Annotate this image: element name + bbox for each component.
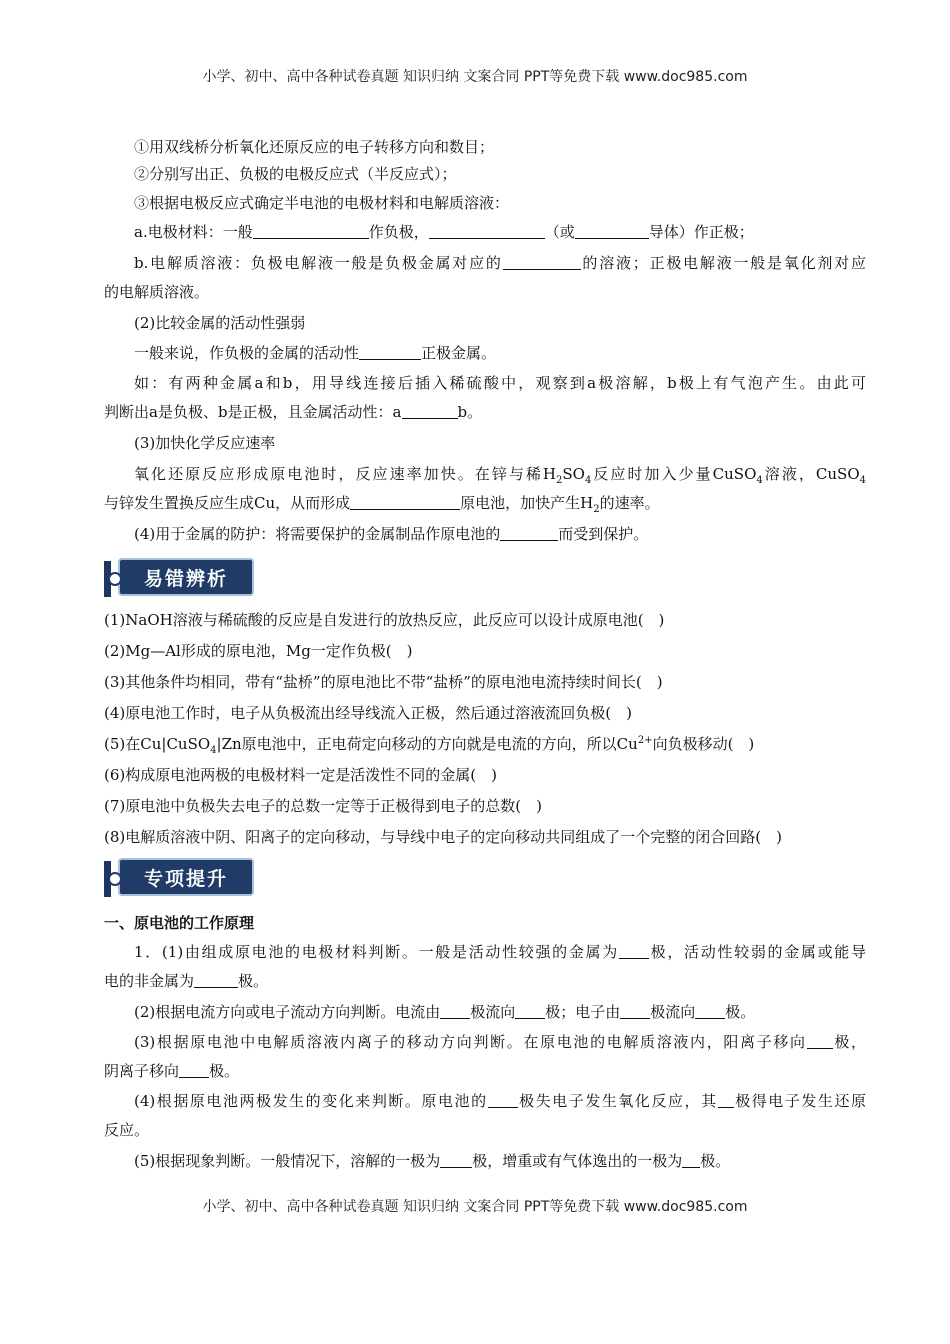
fill-blank[interactable] — [619, 943, 649, 959]
fill-blank[interactable] — [718, 1092, 734, 1108]
error-item-8: (8)电解质溶液中阴、阳离子的定向移动，与导线中电子的定向移动共同组成了一个完整的闭合回路( ) — [104, 828, 782, 846]
fill-blank[interactable] — [440, 1003, 470, 1019]
banner-label: 易错辨析 — [118, 558, 254, 596]
banner-label: 专项提升 — [118, 858, 254, 896]
fill-blank[interactable] — [575, 223, 649, 239]
error-item-5: (5)在Cu|CuSO$_4$|Zn原电池中，正电荷定向移动的方向就是电流的方向，所以$Cu^{2+}$向负极移动( ) — [104, 735, 755, 755]
question-4-line-1: (4)根据原电池两极发生的变化来判断。原电池的 极失电子发生氧化反应，其 极得电子发生还原 — [134, 1092, 866, 1110]
fill-blank[interactable] — [503, 254, 581, 270]
page-footer: 小学、初中、高中各种试卷真题 知识归纳 文案合同 PPT等免费下载 www.doc985.com — [202, 1199, 748, 1215]
fill-blank[interactable] — [440, 1152, 472, 1168]
electrolyte-line-cont: 的电解质溶液。 — [104, 283, 210, 301]
section-2-title: (2)比较金属的活动性强弱 — [134, 314, 306, 332]
fill-blank[interactable] — [402, 403, 458, 419]
fill-blank[interactable] — [429, 223, 545, 239]
page-header: 小学、初中、高中各种试卷真题 知识归纳 文案合同 PPT等免费下载 www.doc985.com — [202, 69, 748, 85]
section-3-title: (3)加快化学反应速率 — [134, 434, 276, 452]
question-1-line-2: 电的非金属为 极。 — [104, 972, 269, 990]
fill-blank[interactable] — [253, 223, 369, 239]
error-item-2: (2)Mg—Al形成的原电池，Mg一定作负极( ) — [104, 642, 413, 660]
fill-blank[interactable] — [695, 1003, 725, 1019]
banner-dot-icon — [108, 872, 122, 886]
fill-blank[interactable] — [194, 972, 238, 988]
step-2: ②分别写出正、负极的电极反应式（半反应式）； — [134, 165, 457, 183]
fill-blank[interactable] — [620, 1003, 650, 1019]
section-3-line-1: 氧化还原反应形成原电池时，反应速率加快。在锌与稀$H_2SO_4$反应时加入少量CuSO$_4$溶液，CuSO$_4$ — [134, 465, 866, 485]
banner-error-analysis — [104, 558, 256, 600]
question-5: (5)根据现象判断。一般情况下，溶解的一极为 极，增重或有气体逸出的一极为 极。 — [134, 1152, 731, 1170]
error-item-1: (1)NaOH溶液与稀硫酸的反应是自发进行的放热反应，此反应可以设计成原电池( ) — [104, 611, 665, 629]
step-1: ①用双线桥分析氧化还原反应的电子转移方向和数目； — [134, 138, 495, 156]
section-3-line-2: 与锌发生置换反应生成Cu，从而形成 原电池，加快产生$H_2$的速率。 — [104, 494, 660, 514]
question-3-line-1: (3)根据原电池中电解质溶液内离子的移动方向判断。在原电池的电解质溶液内，阳离子移向 极， — [134, 1033, 866, 1051]
banner-dot-icon — [108, 572, 122, 586]
fill-blank[interactable] — [682, 1152, 700, 1168]
banner-special-improvement — [104, 858, 256, 900]
error-item-6: (6)构成原电池两极的电极材料一定是活泼性不同的金属( ) — [104, 766, 497, 784]
question-3-line-2: 阴离子移向 极。 — [104, 1062, 240, 1080]
section-1-title: 一、原电池的工作原理 — [104, 914, 255, 932]
question-4-line-2: 反应。 — [104, 1121, 150, 1139]
fill-blank[interactable] — [500, 525, 558, 541]
section-4-line: (4)用于金属的防护：将需要保护的金属制品作原电池的 而受到保护。 — [134, 525, 649, 543]
fill-blank[interactable] — [807, 1033, 833, 1049]
fill-blank[interactable] — [179, 1062, 209, 1078]
fill-blank[interactable] — [515, 1003, 545, 1019]
electrode-material-line: a.电极材料：一般 作负极， （或 导体）作正极； — [134, 223, 754, 241]
question-1-line-1: 1．(1)由组成原电池的电极材料判断。一般是活动性较强的金属为 极，活动性较弱的金属或能导 — [134, 943, 866, 961]
error-item-7: (7)原电池中负极失去电子的总数一定等于正极得到电子的总数( ) — [104, 797, 542, 815]
section-2-line-1: 一般来说，作负极的金属的活动性 正极金属。 — [134, 344, 497, 362]
error-item-4: (4)原电池工作时，电子从负极流出经导线流入正极，然后通过溶液流回负极( ) — [104, 704, 632, 722]
fill-blank[interactable] — [488, 1092, 518, 1108]
step-3: ③根据电极反应式确定半电池的电极材料和电解质溶液： — [134, 194, 510, 212]
question-2: (2)根据电流方向或电子流动方向判断。电流由 极流向 极；电子由 极流向 极。 — [134, 1003, 756, 1021]
electrolyte-line: b.电解质溶液：负极电解液一般是负极金属对应的 的溶液；正极电解液一般是氧化剂对应 — [134, 254, 866, 272]
section-2-line-2: 如：有两种金属a和b，用导线连接后插入稀硫酸中，观察到a极溶解，b极上有气泡产生。由此可 — [134, 374, 866, 392]
error-item-3: (3)其他条件均相同，带有“盐桥”的原电池比不带“盐桥”的原电池电流持续时间长( ) — [104, 673, 663, 691]
section-2-line-3: 判断出a是负极、b是正极，且金属活动性：a b。 — [104, 403, 483, 421]
fill-blank[interactable] — [350, 494, 460, 510]
fill-blank[interactable] — [359, 344, 421, 360]
